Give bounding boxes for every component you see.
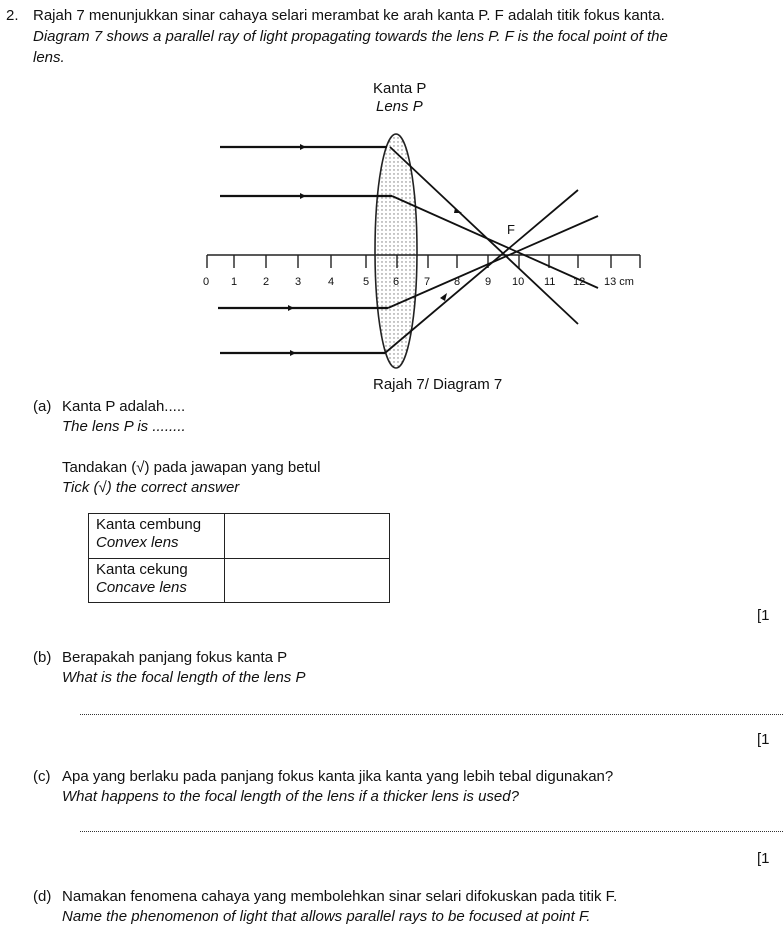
option-malay: Kanta cekung bbox=[96, 560, 188, 578]
scale-label: 5 bbox=[363, 276, 370, 288]
diagram-caption: Rajah 7/ Diagram 7 bbox=[373, 376, 503, 393]
part-a-question-malay: Kanta P adalah..... bbox=[62, 398, 186, 415]
lens-label-english: Lens P bbox=[376, 98, 423, 115]
option-english: Convex lens bbox=[96, 534, 179, 551]
option-malay: Kanta cembung bbox=[96, 516, 202, 533]
option-label-cell bbox=[89, 558, 225, 603]
part-a-instruction-malay: Tandakan (√) pada jawapan yang betul bbox=[62, 459, 321, 476]
answer-table bbox=[88, 513, 390, 603]
incident-rays bbox=[218, 147, 392, 353]
part-a-instruction-english: Tick (√) the correct answer bbox=[62, 479, 240, 496]
part-c-question-english: What happens to the focal length of the lens if a thicker lens is used? bbox=[62, 788, 519, 805]
part-d-question-english: Name the phenomenon of light that allows parallel rays to be focused at point F. bbox=[62, 908, 591, 925]
intro-english-line2: lens. bbox=[33, 49, 65, 66]
part-d-question-malay: Namakan fenomena cahaya yang membolehkan sinar selari difokuskan pada titik F. bbox=[62, 888, 618, 905]
part-c-label: (c) bbox=[33, 768, 51, 785]
scale-label: 4 bbox=[328, 276, 335, 288]
part-c-marks: [1 bbox=[757, 850, 770, 867]
scale-label: 8 bbox=[454, 276, 461, 288]
intro-malay: Rajah 7 menunjukkan sinar cahaya selari merambat ke arah kanta P. F adalah titik fokus kanta. bbox=[33, 7, 665, 24]
part-c-question-malay: Apa yang berlaku pada panjang fokus kanta jika kanta yang lebih tebal digunakan? bbox=[62, 768, 614, 785]
lens-ray-diagram bbox=[0, 0, 783, 400]
scale-label: 7 bbox=[424, 276, 431, 288]
answer-row-concave bbox=[89, 558, 390, 603]
intro-english-line1: Diagram 7 shows a parallel ray of light propagating towards the lens P. F is the focal point of the bbox=[33, 28, 668, 45]
lens-label-malay: Kanta P bbox=[373, 80, 427, 97]
part-b-label: (b) bbox=[33, 649, 52, 666]
part-a-marks: [1 bbox=[757, 607, 770, 624]
answer-row-convex bbox=[89, 514, 390, 559]
scale-label: 2 bbox=[263, 276, 270, 288]
part-b-question-english: What is the focal length of the lens P bbox=[62, 669, 306, 686]
scale-label: 6 bbox=[393, 276, 400, 288]
convex-lens bbox=[375, 134, 417, 368]
scale-label: 11 bbox=[544, 276, 556, 288]
part-a-label: (a) bbox=[33, 398, 52, 415]
scale-label: 12 bbox=[573, 276, 586, 288]
focal-point-label: F bbox=[507, 222, 515, 237]
part-a-question-english: The lens P is ........ bbox=[62, 418, 186, 435]
scale-label: 10 bbox=[512, 276, 525, 288]
part-b-answer-line[interactable] bbox=[80, 714, 783, 715]
part-d-label: (d) bbox=[33, 888, 52, 905]
scale-label: 0 bbox=[203, 276, 210, 288]
tick-box-concave[interactable] bbox=[225, 558, 390, 603]
part-c-answer-line[interactable] bbox=[80, 831, 783, 832]
ray-arrowheads bbox=[288, 144, 306, 356]
measurement-scale bbox=[207, 255, 640, 268]
part-b-marks: [1 bbox=[757, 731, 770, 748]
question-number: 2. bbox=[6, 7, 19, 24]
option-label-cell bbox=[89, 514, 225, 559]
scale-label: 3 bbox=[295, 276, 302, 288]
scale-label: 1 bbox=[231, 276, 238, 288]
scale-label: 13 cm bbox=[604, 276, 634, 288]
part-b-question-malay: Berapakah panjang fokus kanta P bbox=[62, 649, 288, 666]
option-english: Concave lens bbox=[96, 578, 187, 596]
tick-box-convex[interactable] bbox=[225, 514, 390, 559]
scale-label: 9 bbox=[485, 276, 492, 288]
